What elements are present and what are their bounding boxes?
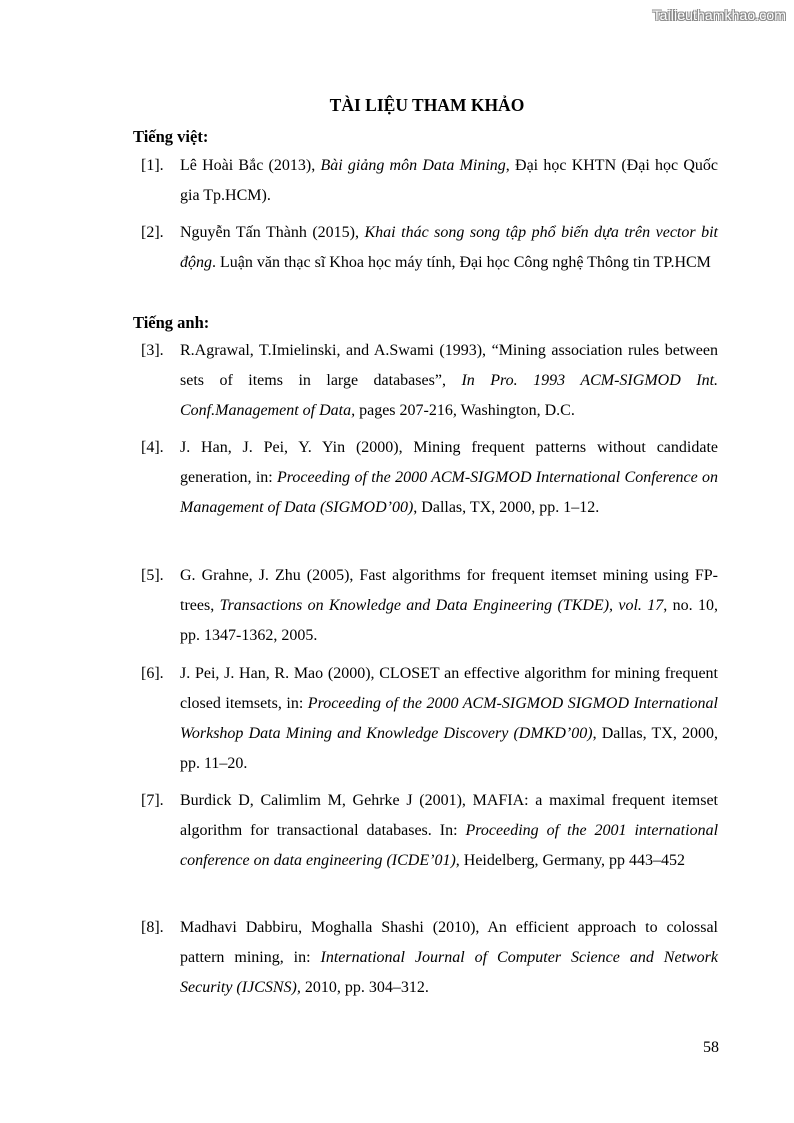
reference-text bbox=[180, 336, 718, 426]
reference-number: [3]. bbox=[141, 342, 164, 359]
section-heading-english: Tiếng anh: bbox=[133, 313, 210, 332]
reference-segment: R.Agrawal, T.Imielinski, and A.Swami (1993), “Mining association rules between sets of items in large databases”, bbox=[180, 342, 718, 389]
section-heading-vietnamese: Tiếng việt: bbox=[133, 127, 209, 146]
reference-segment: , Dallas, TX, 2000, pp. 1–12. bbox=[413, 499, 600, 516]
reference-title-italic: Proceeding of the 2000 ACM-SIGMOD International Conference on Management of Data (SIGMOD’00) bbox=[180, 469, 718, 516]
reference-number: [8]. bbox=[141, 919, 164, 936]
reference-title-italic: In Pro. 1993 ACM-SIGMOD Int. Conf.Management of Data, bbox=[180, 372, 719, 419]
watermark-text: Tailieuthamkhao.com bbox=[652, 7, 786, 23]
reference-item bbox=[141, 561, 718, 651]
reference-text bbox=[180, 433, 718, 523]
reference-number: [2]. bbox=[141, 224, 164, 241]
reference-segment: , Heidelberg, Germany, pp 443–452 bbox=[455, 852, 686, 869]
reference-title-italic: Transactions on Knowledge and Data Engineering (TKDE), vol. 17 bbox=[219, 597, 664, 614]
reference-title-italic: International Journal of Computer Science and Network Security (IJCSNS), bbox=[180, 949, 718, 996]
reference-text bbox=[180, 786, 718, 876]
reference-item bbox=[141, 786, 718, 876]
reference-segment: J. Pei, J. Han, R. Mao (2000), CLOSET an effective algorithm for mining frequent closed itemsets, in: bbox=[180, 665, 718, 712]
reference-segment: , Đại học KHTN (Đại học Quốc gia Tp.HCM). bbox=[180, 157, 719, 204]
reference-title-italic: Bài giảng môn Data Mining bbox=[320, 157, 506, 174]
reference-segment: Burdick D, Calimlim M, Gehrke J (2001), MAFIA: a maximal frequent itemset algorithm for transactional databases. In: bbox=[180, 792, 718, 839]
reference-title-italic: Khai thác song song tập phổ biến dựa trên vector bit động bbox=[180, 224, 718, 271]
reference-number: [4]. bbox=[141, 439, 164, 456]
reference-segment: J. Han, J. Pei, Y. Yin (2000), Mining frequent patterns without candidate generation, in: bbox=[180, 439, 718, 486]
reference-item bbox=[141, 218, 718, 278]
reference-text bbox=[180, 659, 718, 779]
reference-text bbox=[180, 913, 718, 1003]
reference-segment: , no. 10, pp. 1347-1362, 2005. bbox=[180, 597, 719, 644]
reference-segment: . Luận văn thạc sĩ Khoa học máy tính, Đại học Công nghệ Thông tin TP.HCM bbox=[212, 254, 711, 271]
reference-text bbox=[180, 561, 718, 651]
reference-item bbox=[141, 659, 718, 779]
reference-title-italic: Proceeding of the 2001 international conference on data engineering (ICDE’01) bbox=[180, 822, 719, 869]
reference-segment: , Dallas, TX, 2000, pp. 11–20. bbox=[180, 725, 718, 772]
reference-number: [1]. bbox=[141, 157, 164, 174]
reference-segment: 2010, pp. 304–312. bbox=[300, 979, 429, 996]
reference-segment: G. Grahne, J. Zhu (2005), Fast algorithms for frequent itemset mining using FP-trees, bbox=[180, 567, 718, 614]
reference-title-italic: , bbox=[452, 402, 457, 419]
reference-segment: pages 207-216 bbox=[355, 402, 453, 419]
reference-number: [7]. bbox=[141, 792, 164, 809]
reference-text bbox=[180, 218, 718, 278]
reference-item bbox=[141, 336, 718, 426]
reference-title-italic: Proceeding of the 2000 ACM-SIGMOD SIGMOD International Workshop Data Mining and Knowledge Discovery (DMKD’00) bbox=[180, 695, 719, 742]
reference-segment: Lê Hoài Bắc (2013), bbox=[180, 157, 321, 174]
reference-segment: Nguyễn Tấn Thành (2015), bbox=[180, 224, 365, 241]
reference-number: [5]. bbox=[141, 567, 164, 584]
reference-item bbox=[141, 433, 718, 523]
page-number: 58 bbox=[703, 1039, 719, 1056]
reference-segment: Washington, D.C. bbox=[456, 402, 575, 419]
reference-number: [6]. bbox=[141, 665, 164, 682]
reference-segment: Madhavi Dabbiru, Moghalla Shashi (2010), An efficient approach to colossal pattern mining, in: bbox=[180, 919, 718, 966]
reference-item bbox=[141, 151, 718, 211]
reference-item bbox=[141, 913, 718, 1003]
page-title: TÀI LIỆU THAM KHẢO bbox=[329, 95, 525, 115]
reference-text bbox=[180, 151, 718, 211]
